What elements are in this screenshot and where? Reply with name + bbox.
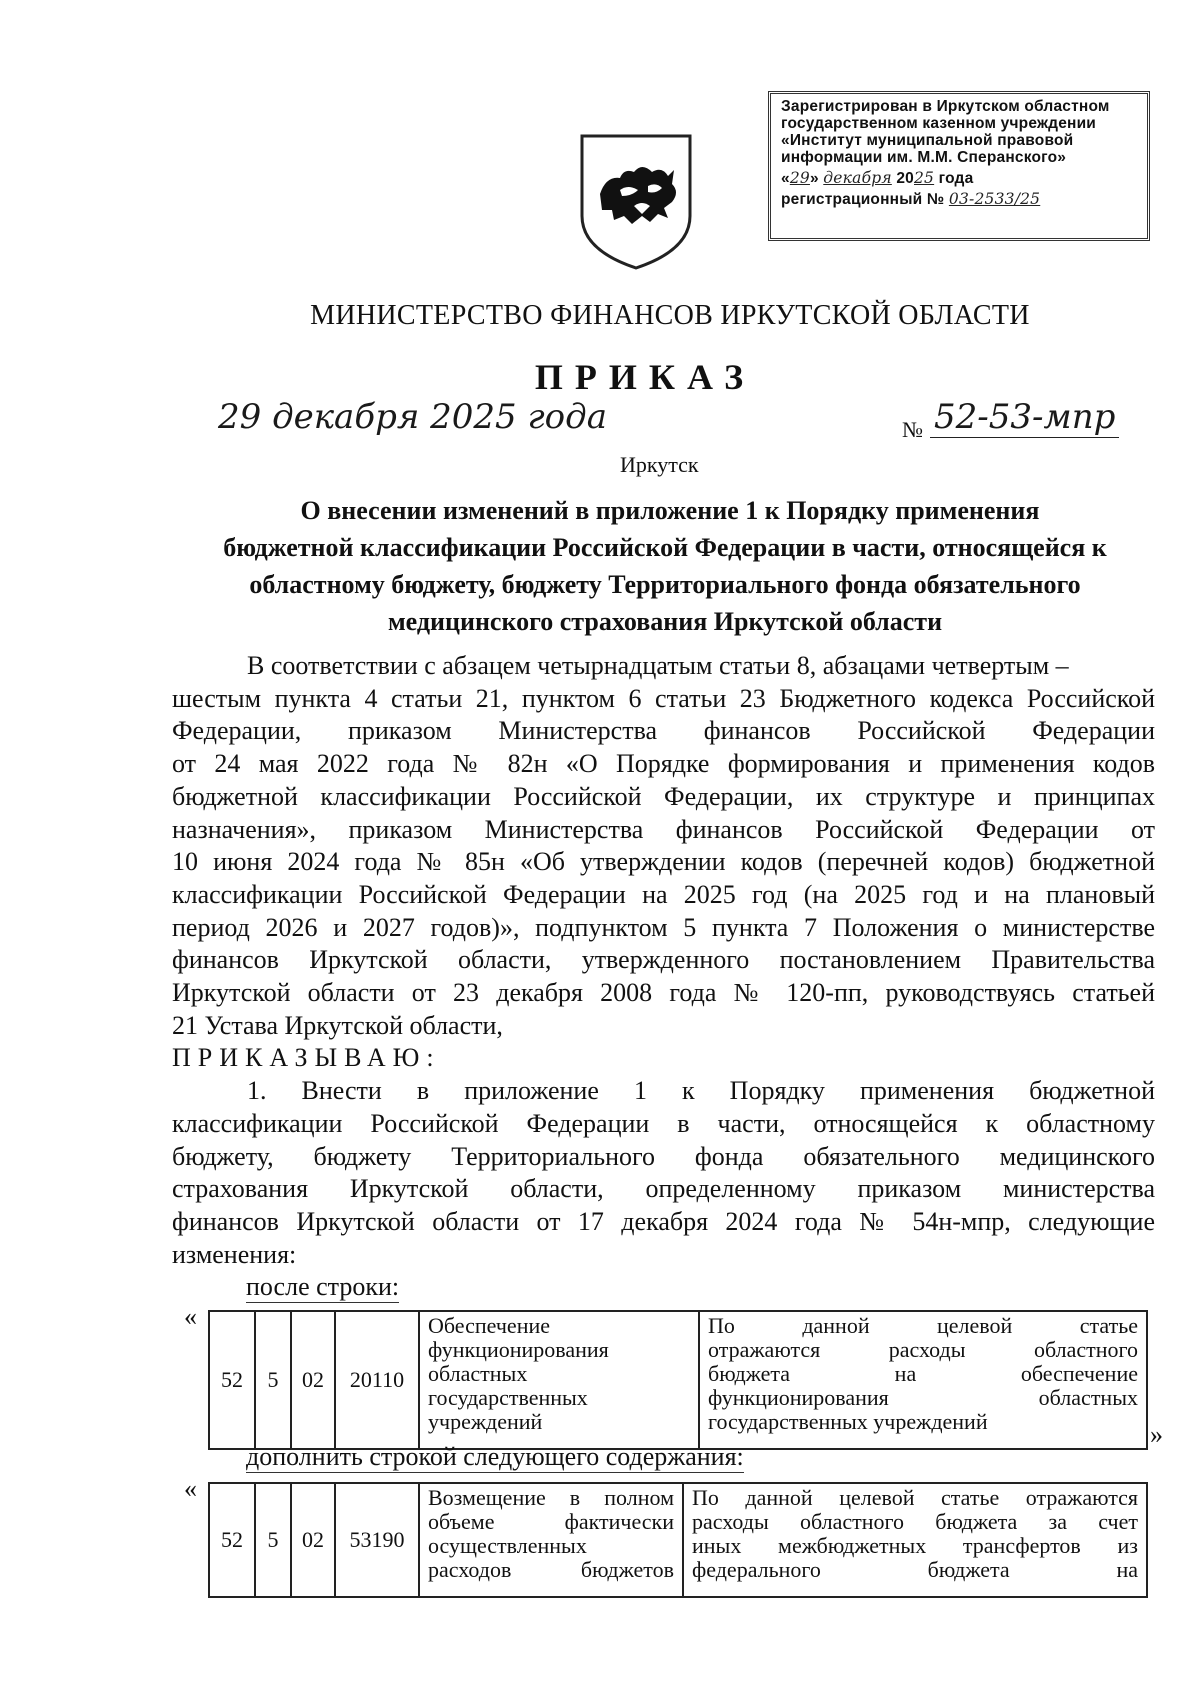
order-number-label: №	[902, 417, 923, 442]
stamp-date-line: «29» декабря 2025 года	[781, 169, 974, 187]
name-line: Обеспечение	[428, 1313, 550, 1338]
stamp-year-suffix: 25	[914, 169, 935, 187]
quote-open: «	[184, 1474, 197, 1503]
table-cell-code: 5	[255, 1311, 291, 1449]
item1-line: страхования Иркутской области, определенному приказом министерства	[172, 1174, 1155, 1204]
title-line: медицинского страхования Иркутской области	[387, 607, 943, 636]
document-body	[172, 650, 1155, 1271]
registration-stamp	[768, 91, 1150, 241]
desc-line: государственных учреждений	[708, 1409, 988, 1434]
desc-line: По данной целевой статье	[708, 1313, 1138, 1338]
order-number-handwritten: 52-53-мпр	[930, 397, 1119, 438]
desc-line: бюджета на обеспечение	[708, 1361, 1138, 1386]
city-name: Иркутск	[620, 452, 699, 477]
name-line: функционирования	[428, 1337, 609, 1362]
stamp-reg-label: регистрационный №	[781, 191, 945, 208]
item1-line: изменения:	[172, 1239, 297, 1269]
order-word: ПРИКАЗЫВАЮ:	[172, 1043, 441, 1073]
stamp-year-prefix: 20	[896, 170, 914, 187]
desc-line: федерального бюджета на	[692, 1557, 1138, 1582]
preamble-line: 10 июня 2024 года № 85н «Об утверждении кодов (перечней кодов) бюджетной	[172, 847, 1155, 877]
preamble-line: классификации Российской Федерации на 2025 год (на 2025 год и на плановый	[172, 879, 1155, 909]
preamble-line: назначения», приказом Министерства финансов Российской Федерации от	[172, 814, 1155, 844]
table-row	[209, 1483, 1147, 1597]
item1-line: бюджету, бюджету Территориального фонда обязательного медицинского	[172, 1141, 1155, 1171]
stamp-reg-line	[781, 191, 1139, 208]
table-cell-name	[419, 1483, 683, 1597]
item1-line: классификации Российской Федерации в части, относящейся к областному	[172, 1108, 1155, 1138]
name-line: Возмещение в полном	[428, 1485, 674, 1510]
preamble-line: бюджетной классификации Российской Федерации, их структуре и принципах	[172, 781, 1155, 811]
table-cell-code: 52	[209, 1311, 255, 1449]
table-cell-code: 53190	[335, 1483, 419, 1597]
name-line: расходов бюджетов	[428, 1557, 674, 1582]
desc-line: иных межбюджетных трансфертов из	[692, 1533, 1138, 1558]
title-line: бюджетной классификации Российской Федерации в части, относящейся к	[223, 533, 1107, 562]
table-cell-code: 52	[209, 1483, 255, 1597]
stamp-date-month: декабря	[823, 169, 892, 187]
desc-line: отражаются расходы областного	[708, 1337, 1138, 1362]
item1-line: финансов Иркутской области от 17 декабря 2024 года № 54н-мпр, следующие	[172, 1206, 1155, 1236]
preamble-line: Федерации, приказом Министерства финансов Российской Федерации	[172, 716, 1155, 746]
name-line: государственных	[428, 1385, 588, 1410]
table-cell-description	[683, 1483, 1147, 1597]
coat-of-arms-image	[576, 132, 696, 272]
table-cell-code: 5	[255, 1483, 291, 1597]
stamp-line: Зарегистрирован в Иркутском областном	[781, 98, 1110, 115]
desc-line: расходы областного бюджета за счет	[692, 1509, 1138, 1534]
desc-line: функционирования областных	[708, 1385, 1138, 1410]
ministry-name: МИНИСТЕРСТВО ФИНАНСОВ ИРКУТСКОЙ ОБЛАСТИ	[310, 300, 1030, 331]
name-line: областных	[428, 1361, 528, 1386]
preamble-line: шестым пункта 4 статьи 21, пунктом 6 статьи 23 Бюджетного кодекса Российской	[172, 683, 1155, 713]
quote-close: »	[1150, 1420, 1163, 1449]
stamp-line: государственном казенном учреждении	[781, 115, 1097, 132]
order-date-handwritten: 29 декабря 2025 года	[218, 397, 607, 437]
preamble-line: 21 Устава Иркутской области,	[172, 1010, 503, 1040]
stamp-line: «Институт муниципальной правовой	[781, 132, 1074, 149]
code-table-new	[208, 1482, 1148, 1598]
table-cell-code: 20110	[335, 1311, 419, 1449]
stamp-reg-number: 03-2533/25	[948, 190, 1041, 208]
after-row-label: после строки:	[246, 1272, 400, 1301]
preamble-line: период 2026 и 2027 годов)», подпунктом 5 пункта 7 Положения о министерстве	[172, 912, 1155, 942]
table-cell-code: 02	[291, 1311, 335, 1449]
name-line: объеме фактически	[428, 1509, 674, 1534]
preamble-line: финансов Иркутской области, утвержденного постановлением Правительства	[172, 945, 1155, 975]
quote-open: «	[184, 1302, 197, 1331]
table-cell-description	[699, 1311, 1147, 1449]
add-row-label: дополнить строкой следующего содержания:	[246, 1442, 744, 1471]
preamble-line: от 24 мая 2022 года № 82н «О Порядке формирования и применения кодов	[172, 749, 1155, 779]
table-row	[209, 1311, 1147, 1449]
preamble-line: В соответствии с абзацем четырнадцатым статьи 8, абзацами четвертым –	[247, 651, 1069, 680]
title-line: областному бюджету, бюджету Территориального фонда обязательного	[249, 570, 1081, 599]
stamp-year-word: года	[938, 170, 974, 187]
preamble-line: Иркутской области от 23 декабря 2008 года № 120-пп, руководствуясь статьей	[172, 978, 1155, 1008]
document-type: ПРИКАЗ	[534, 357, 756, 397]
table-cell-code: 02	[291, 1483, 335, 1597]
item1-line: 1. Внести в приложение 1 к Порядку применения бюджетной	[247, 1076, 1155, 1106]
stamp-line: информации им. М.М. Сперанского»	[781, 149, 1067, 166]
table-cell-name	[419, 1311, 699, 1449]
desc-line: По данной целевой статье отражаются	[692, 1485, 1138, 1510]
document-title	[172, 492, 1158, 640]
name-line: осуществленных	[428, 1533, 587, 1558]
code-table-existing	[208, 1310, 1148, 1450]
stamp-date-day: 29	[789, 169, 810, 187]
title-line: О внесении изменений в приложение 1 к Порядку применения	[300, 496, 1040, 525]
name-line: учреждений	[428, 1409, 543, 1434]
